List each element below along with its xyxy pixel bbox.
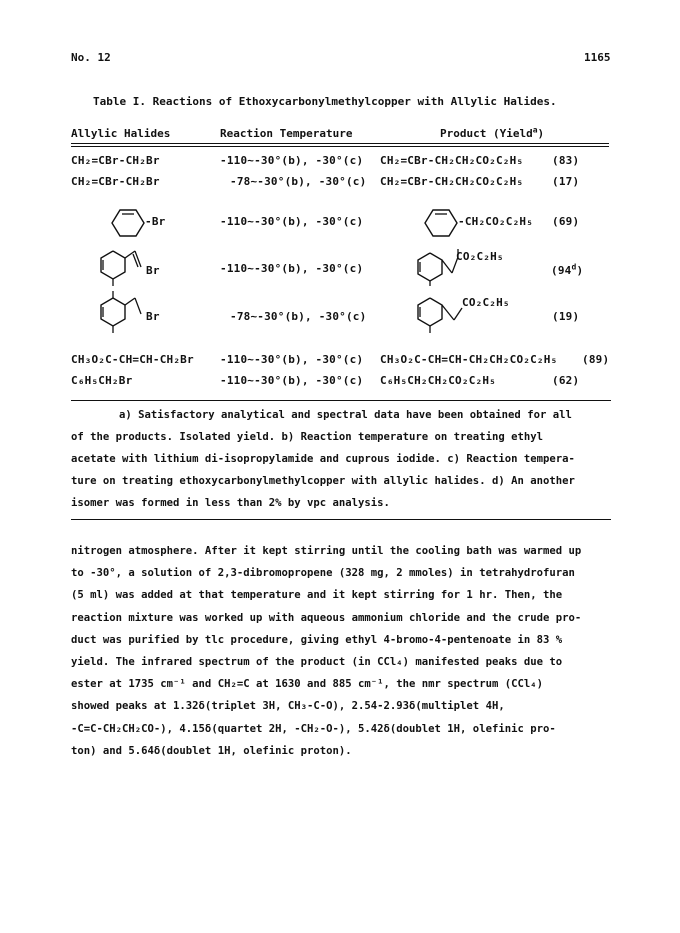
halide-row-2: CH₂=CBr-CH₂Br xyxy=(71,175,160,188)
body-paragraph xyxy=(71,540,631,762)
product-row-6: CH₃O₂C-CH=CH-CH₂CH₂CO₂C₂H₅ xyxy=(380,353,558,366)
cyclohexenyl-ester-structure xyxy=(423,208,459,238)
table-rule-top-1 xyxy=(71,143,609,144)
footnote-rule xyxy=(71,519,611,520)
temp-row-6: -110~-30°(b), -30°(c) xyxy=(220,353,364,366)
halide-row-4: Br xyxy=(146,264,160,277)
body-line: ton) and 5.64δ(doublet 1H, olefinic proton). xyxy=(71,744,352,757)
footnote-line: isomer was formed in less than 2% by vpc analysis. xyxy=(71,497,390,509)
body-line: duct was purified by tlc procedure, giving ethyl 4-bromo-4-pentenoate in 83 % xyxy=(71,633,563,646)
col-header-halides: Allylic Halides xyxy=(71,127,171,140)
product-row-2: CH₂=CBr-CH₂CH₂CO₂C₂H₅ xyxy=(380,175,524,188)
terpenyl-bromide-structure xyxy=(93,245,151,287)
table-rule-top-2 xyxy=(71,146,609,147)
body-line: nitrogen atmosphere. After it kept stirring until the cooling bath was warmed up xyxy=(71,545,582,557)
body-line: (5 ml) was added at that temperature and it kept stirring for 1 hr. Then, the xyxy=(71,589,563,602)
col-header-product: Product (Yield$^a$) xyxy=(440,125,545,140)
temp-row-4: -110~-30°(b), -30°(c) xyxy=(220,262,364,275)
temp-row-5: -78~-30°(b), -30°(c) xyxy=(230,310,367,323)
product-row-4: CO₂C₂H₅ xyxy=(456,250,504,263)
body-line: reaction mixture was worked up with aqueous ammonium chloride and the crude pro- xyxy=(71,611,582,624)
halide-row-1: CH₂=CBr-CH₂Br xyxy=(71,154,160,167)
temp-row-3: -110~-30°(b), -30°(c) xyxy=(220,215,364,228)
footnote-line: of the products. Isolated yield. b) Reaction temperature on treating ethyl xyxy=(71,431,543,443)
yield-row-5: (19) xyxy=(552,310,580,323)
yield-row-6: (89) xyxy=(582,353,610,366)
body-line: yield. The infrared spectrum of the product (in CCl₄) manifested peaks due to xyxy=(71,656,563,669)
yield-row-1: (83) xyxy=(552,154,580,167)
table-title: Table I. Reactions of Ethoxycarbonylmethylcopper with Allylic Halides. xyxy=(93,95,557,108)
yield-row-3: (69) xyxy=(552,215,580,228)
halide-row-7: C₆H₅CH₂Br xyxy=(71,374,133,387)
halide-row-3: -Br xyxy=(145,215,166,228)
halide-row-6: CH₃O₂C-CH=CH-CH₂Br xyxy=(71,353,194,366)
product-row-1: CH₂=CBr-CH₂CH₂CO₂C₂H₅ xyxy=(380,154,524,167)
temp-row-7: -110~-30°(b), -30°(c) xyxy=(220,374,364,387)
col-header-temperature: Reaction Temperature xyxy=(220,127,353,140)
product-row-3: -CH₂CO₂C₂H₅ xyxy=(458,215,534,228)
product-row-5: CO₂C₂H₅ xyxy=(462,296,510,309)
table-footnotes xyxy=(71,404,611,514)
yield-row-4: (94$^d$) xyxy=(551,262,584,277)
yield-row-7: (62) xyxy=(552,374,580,387)
page-number: 1165 xyxy=(584,51,611,64)
body-line: -C=C-CH₂CH₂CO-), 4.15δ(quartet 2H, -CH₂-O-), 5.42δ(doublet 1H, olefinic pro- xyxy=(71,722,556,735)
body-line: ester at 1735 cm⁻¹ and CH₂=C at 1630 and 885 cm⁻¹, the nmr spectrum (CCl₄) xyxy=(71,678,543,691)
halide-row-5: Br xyxy=(146,310,160,323)
product-row-7: C₆H₅CH₂CH₂CO₂C₂H₅ xyxy=(380,374,496,387)
body-line: showed peaks at 1.32δ(triplet 3H, CH₃-C-O), 2.54-2.93δ(multiplet 4H, xyxy=(71,700,505,713)
footnote-line: ture on treating ethoxycarbonylmethylcopper with allylic halides. d) An another xyxy=(71,475,575,487)
cyclohexenyl-bromide-structure xyxy=(110,208,146,238)
temp-row-1: -110~-30°(b), -30°(c) xyxy=(220,154,364,167)
footnote-line: acetate with lithium di-isopropylamide and cuprous iodide. c) Reaction tempera- xyxy=(71,453,575,465)
terpenyl-bromide-structure-2 xyxy=(93,290,151,334)
temp-row-2: -78~-30°(b), -30°(c) xyxy=(230,175,367,188)
journal-issue: No. 12 xyxy=(71,51,111,64)
table-rule-bottom xyxy=(71,400,611,401)
body-line: to -30°, a solution of 2,3-dibromopropene (328 mg, 2 mmoles) in tetrahydrofuran xyxy=(71,567,575,580)
yield-row-2: (17) xyxy=(552,175,580,188)
footnote-line: a) Satisfactory analytical and spectral data have been obtained for all xyxy=(119,409,572,421)
